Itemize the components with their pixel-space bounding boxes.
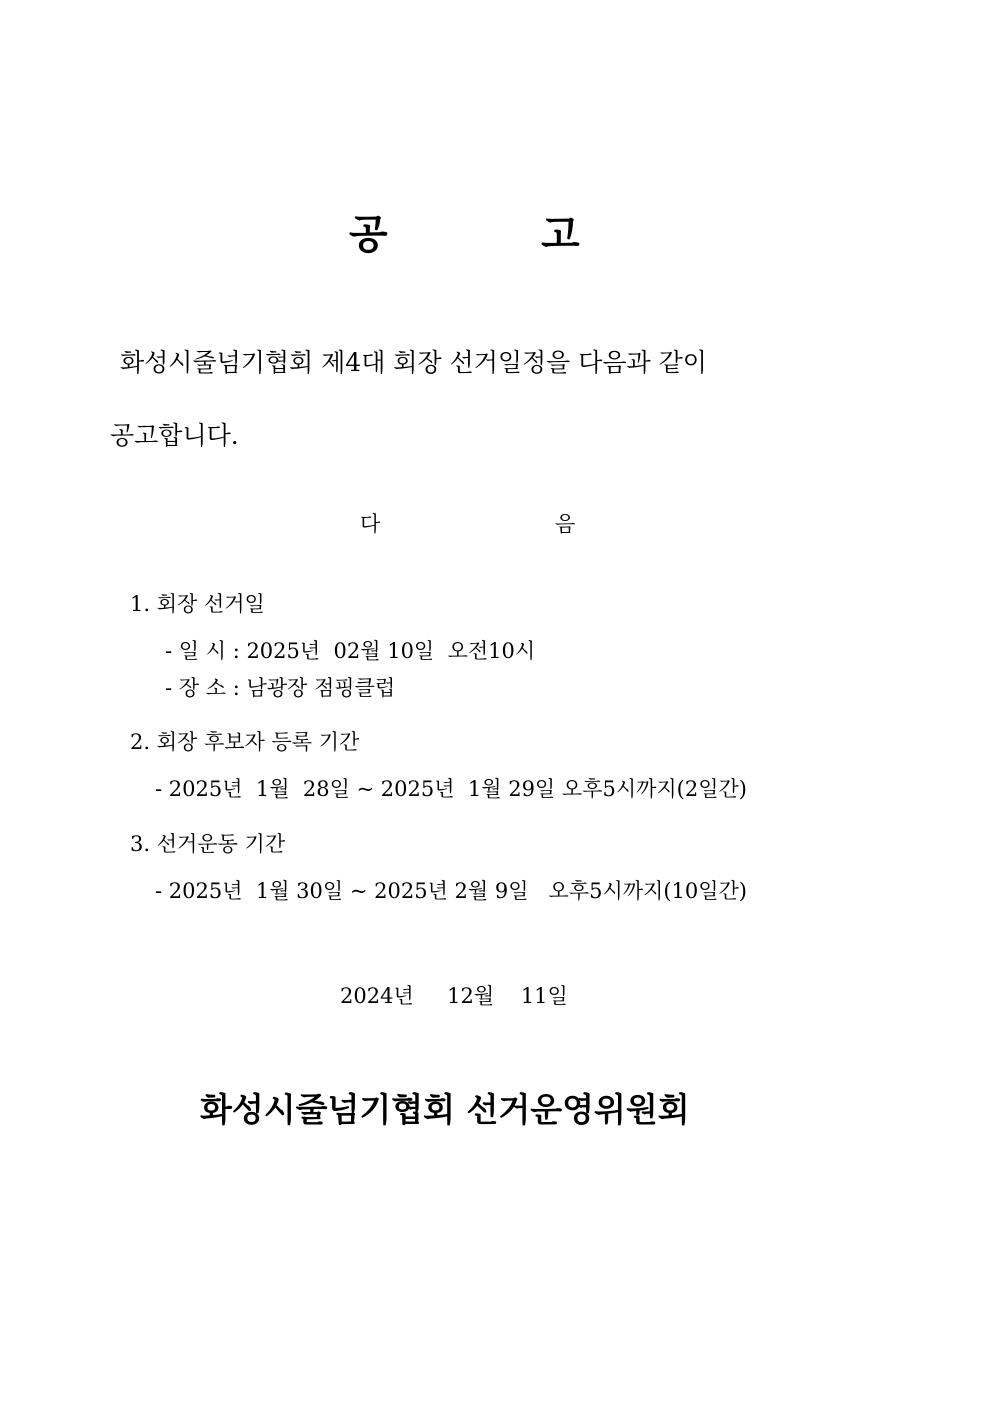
item-1-detail-datetime: - 일 시 : 2025년 02월 10일 오전10시 bbox=[165, 639, 536, 663]
title-char-left: 공 bbox=[349, 211, 388, 258]
item-1-detail-location: - 장 소 : 남광장 점핑클럽 bbox=[165, 676, 396, 700]
announcement-date: 2024년 12월 11일 bbox=[340, 984, 568, 1008]
item-3-detail-period: - 2025년 1월 30일 ~ 2025년 2월 9일 오후5시까지(10일간) bbox=[155, 879, 747, 903]
item-2-detail-period: - 2025년 1월 28일 ~ 2025년 1월 29일 오후5시까지(2일간) bbox=[155, 777, 747, 801]
subheading-char-left: 다 bbox=[360, 512, 381, 536]
item-1-heading: 1. 회장 선거일 bbox=[130, 592, 265, 616]
intro-line-2: 공고합니다. bbox=[110, 421, 239, 450]
subheading-char-right: 음 bbox=[555, 512, 576, 536]
intro-line-1: 화성시줄넘기협회 제4대 회장 선거일정을 다음과 같이 bbox=[120, 348, 707, 377]
item-2-heading: 2. 회장 후보자 등록 기간 bbox=[130, 730, 360, 754]
signature-organization: 화성시줄넘기협회 선거운영위원회 bbox=[200, 1090, 690, 1129]
title-char-right: 고 bbox=[541, 211, 580, 258]
item-3-heading: 3. 선거운동 기간 bbox=[130, 832, 286, 856]
